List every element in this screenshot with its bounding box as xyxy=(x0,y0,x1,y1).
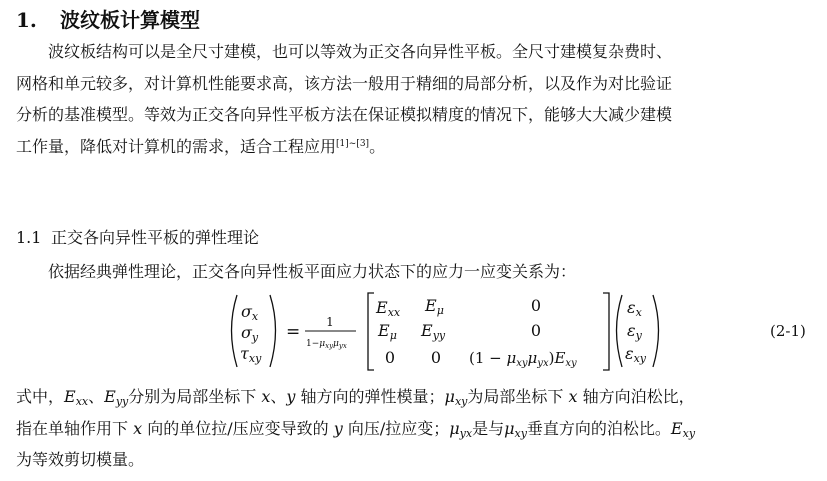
paragraph-line-text: 工作量，降低对计算机的需求，适合工程应用 xyxy=(16,136,337,156)
subsection-heading xyxy=(16,225,259,248)
matrix-cell: 0 xyxy=(530,296,542,315)
right-vector-close-paren xyxy=(653,295,659,367)
equals-sign: = xyxy=(286,322,301,342)
section-title: 波纹板计算模型 xyxy=(60,8,200,32)
paragraph-line: 网格和单元较多，对计算机性能要求高，该方法一般用于精细的局部分析，以及作为对比验证 xyxy=(16,73,673,93)
paragraph-line: 分析的基准模型。等效为正交各向异性平板方法在保证模拟精度的情况下，能够大大减少建模 xyxy=(16,105,673,124)
matrix-open-bracket xyxy=(368,293,374,370)
paragraph-line-last xyxy=(16,131,816,163)
matrix-cell: $(1 - \mu_{xy}\mu_{yx})E_{xy}$ xyxy=(469,349,577,369)
right-vector-open-paren xyxy=(617,295,623,367)
subsection-number: 1.1 xyxy=(16,228,42,247)
left-vector-open-paren xyxy=(232,295,238,367)
matrix-cell: Eμ xyxy=(378,321,397,342)
paragraph-line: 指在单轴作用下 x 向的单位拉/压应变导致的 y 向压/拉应变；$\mu_{yx}$是与$\mu_{xy}$垂直方向的泊松比。$E_{xy}$ xyxy=(16,418,696,440)
equation-intro: 依据经典弹性理论，正交各向异性板平面应力状态下的应力一应变关系为： xyxy=(48,262,577,281)
citation-reference: [1]~[3] xyxy=(336,138,370,149)
left-vector-close-paren xyxy=(270,295,276,367)
factor-numerator: 1 xyxy=(326,315,334,329)
matrix-cell: 0 xyxy=(384,348,396,367)
matrix-cell: Eμ xyxy=(425,296,444,317)
lhs-sigma-x: σx xyxy=(241,302,259,323)
matrix-cell: 0 xyxy=(430,348,442,367)
matrix-cell: Eyy xyxy=(421,321,446,342)
section-heading xyxy=(16,4,200,33)
subsection-title: 正交各向异性平板的弹性理论 xyxy=(51,228,260,247)
matrix-cell: Exx xyxy=(376,298,401,319)
rhs-epsilon-xy: εxy xyxy=(625,344,647,365)
rhs-epsilon-y: εy xyxy=(627,321,642,342)
matrix-cell: 0 xyxy=(530,321,542,340)
lhs-tau-xy: τxy xyxy=(240,344,262,365)
paragraph-line-end: 。 xyxy=(369,136,386,156)
section-number: 1. xyxy=(16,8,37,32)
rhs-epsilon-x: εx xyxy=(627,298,642,319)
paragraph-intro xyxy=(16,36,816,162)
paragraph-explanation xyxy=(16,381,816,476)
stress-strain-equation xyxy=(0,286,827,378)
equation-number: (2-1) xyxy=(770,322,806,340)
matrix-close-bracket xyxy=(603,293,609,370)
factor-denominator: $1-\mu_{xy}\mu_{yx}$ xyxy=(306,339,347,350)
paragraph-line: 波纹板结构可以是全尺寸建模，也可以等效为正交各向异性平板。全尺寸建模复杂费时、 xyxy=(48,42,673,61)
paragraph-line: 为等效剪切模量。 xyxy=(16,450,145,469)
paragraph-line: 式中，$E_{xx}$、$E_{yy}$分别为局部坐标下 x、y 轴方向的弹性模量；$\mu_{xy}$为局部坐标下 x 轴方向泊松比， xyxy=(16,387,695,408)
lhs-sigma-y: σy xyxy=(241,323,259,344)
